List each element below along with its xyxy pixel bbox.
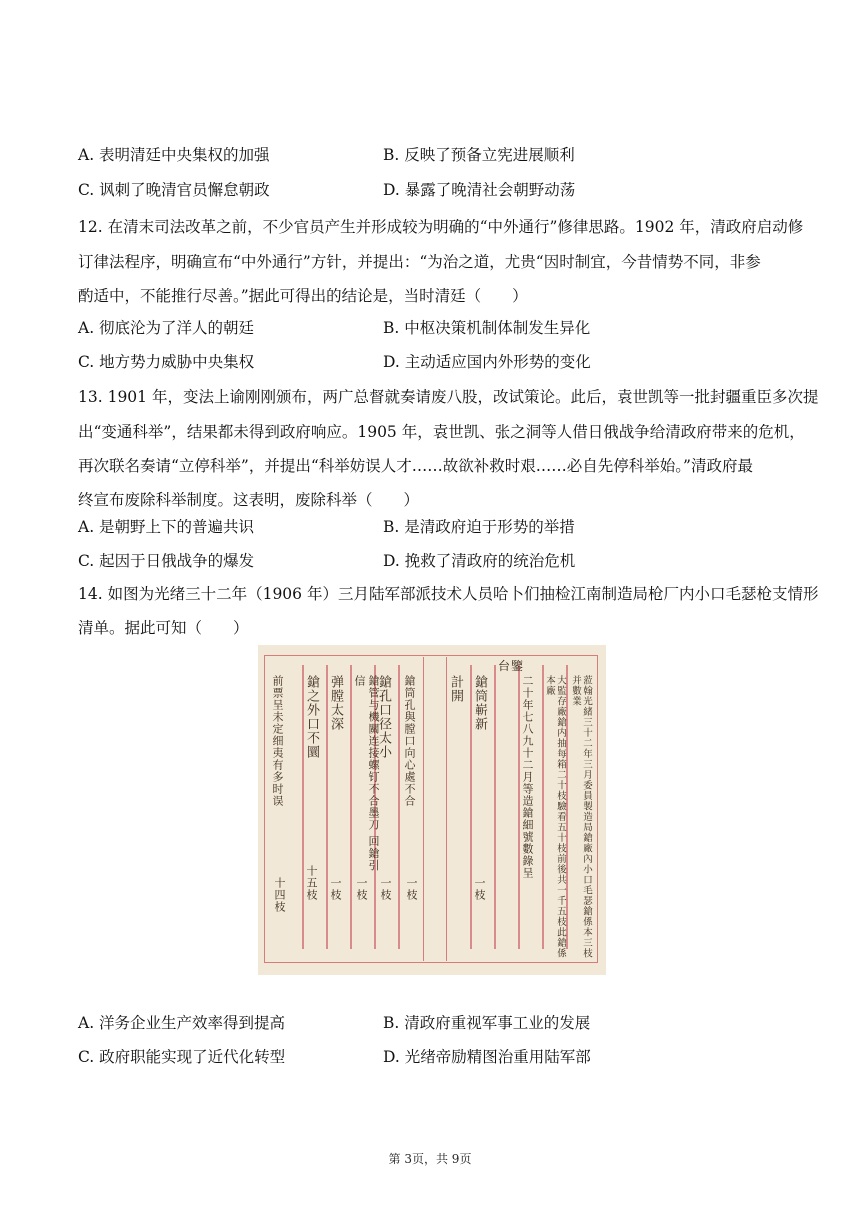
q14-option-a: A. 洋务企业生产效率得到提高 (78, 1014, 286, 1032)
document-column-1: 前票呈未定细夷有多时误 (271, 675, 284, 807)
q12-option-a: A. 彻底沦为了洋人的朝廷 (78, 319, 255, 337)
q12-stem-line-3: 酌适中，不能推行尽善。”据此可得出的结论是，当时清廷（ ） (78, 287, 528, 305)
center-gutter (423, 657, 447, 961)
document-column-3: 弹膛太深 (328, 675, 343, 731)
q13-option-b: B. 是清政府迫于形势的举措 (383, 518, 575, 536)
q13-stem-line-1: 13. 1901 年，变法上谕刚刚颁布，两广总督就奏请废八股，改试策论。此后，袁世凯等一批封疆重臣多次提 (78, 388, 819, 406)
historical-document-figure (258, 645, 606, 975)
document-column-5: 鎗孔口径太小 (376, 675, 391, 759)
document-count-6: 一枝 (405, 877, 418, 901)
q13-stem-line-2: 出“变通科举”，结果都未得到政府响应。1905 年，袁世凯、张之洞等人借日俄战争给清政府带来的危机， (78, 423, 805, 441)
q13-stem-line-3: 再次联名奏请“立停科举”，并提出“科举妨误人才……故欲补救时艰……必自先停科举始。”清政府最 (78, 457, 753, 475)
q11-option-c: C. 讽刺了晚清官员懈怠朝政 (78, 181, 270, 199)
q14-option-b: B. 清政府重视军事工业的发展 (383, 1014, 591, 1032)
column-rule (566, 665, 568, 949)
q12-option-d: D. 主动适应国内外形势的变化 (383, 353, 591, 371)
document-count-2: 十五枝 (305, 865, 318, 901)
q13-option-a: A. 是朝野上下的普遍共识 (78, 518, 255, 536)
document-count-1: 十四枝 (273, 877, 286, 913)
document-column-2: 鎗之外口不圜 (304, 675, 319, 759)
column-rule (494, 665, 496, 949)
document-column-10: 大監存廠鎗内抽每箱二十枝驗看五十枝前後共一千五枝此鎗係本廠 (544, 675, 566, 959)
document-count-7: 一枝 (473, 877, 486, 901)
q12-option-c: C. 地方势力威胁中央集权 (78, 353, 255, 371)
document-column-4: 鎗管与機關连接螺钉不合墨刀 回鎗引信 (353, 675, 380, 872)
document-column-9: 二十年七八九十二月等造鎗細號數錄呈 (521, 675, 534, 879)
q11-option-b: B. 反映了预备立宪进展顺利 (383, 146, 575, 164)
document-header: 台鑒 (498, 659, 525, 673)
q12-stem-line-1: 12. 在清末司法改革之前，不少官员产生并形成较为明确的“中外通行”修律思路。1902 年，清政府启动修 (78, 218, 804, 236)
document-column-8: 鎗筒嶄新 (472, 675, 487, 731)
document-count-5: 一枝 (379, 877, 392, 901)
q12-stem-line-2: 订律法程序，明确宣布“中外通行”方针，并提出：“为治之道，尤贵“因时制宜，今昔情势不同，非参 (78, 253, 761, 271)
page-number-footer: 第 3页，共 9页 (388, 1152, 472, 1166)
q11-option-a: A. 表明清廷中央集权的加强 (78, 146, 270, 164)
document-column-6: 鎗筒孔與膛口向心處不合 (403, 675, 416, 807)
document-column-11: 蒞翰光緒三十二年三月委員製造局鎗廠內小口毛瑟鎗係本三枝并數業 (570, 675, 592, 959)
column-rule (398, 665, 400, 949)
q14-stem-line-1: 14. 如图为光绪三十二年（1906 年）三月陆军部派技术人员哈卜们抽检江南制造局枪厂内小口毛瑟枪支情形 (78, 585, 819, 603)
q13-stem-line-4: 终宣布废除科举制度。这表明，废除科举（ ） (78, 491, 420, 509)
q14-stem-line-2: 清单。据此可知（ ） (78, 619, 249, 637)
q13-option-d: D. 挽救了清政府的统治危机 (383, 552, 576, 570)
q13-option-c: C. 起因于日俄战争的爆发 (78, 552, 255, 570)
q14-option-c: C. 政府职能实现了近代化转型 (78, 1048, 286, 1066)
document-count-4: 一枝 (355, 877, 368, 901)
q11-option-d: D. 暴露了晚清社会朝野动荡 (383, 181, 576, 199)
document-column-7: 計開 (448, 675, 463, 703)
q14-option-d: D. 光绪帝励精图治重用陆军部 (383, 1048, 591, 1066)
q12-option-b: B. 中枢决策机制体制发生异化 (383, 319, 591, 337)
document-count-3: 一枝 (329, 877, 342, 901)
